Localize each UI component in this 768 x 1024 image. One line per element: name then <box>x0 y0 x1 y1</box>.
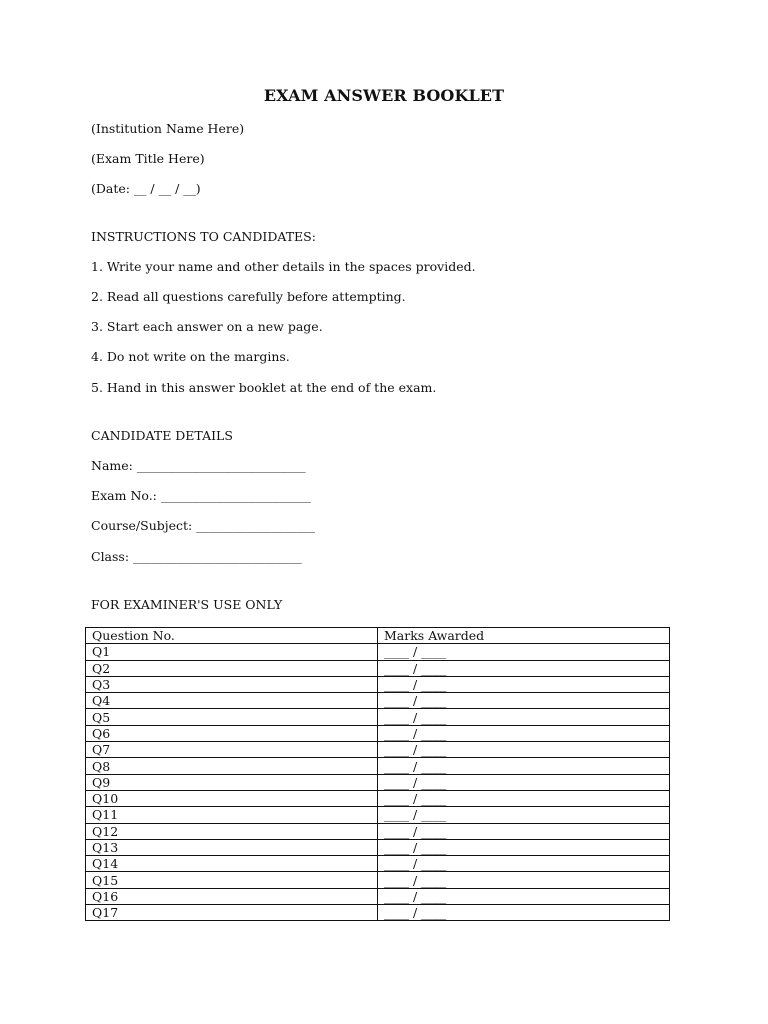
table-row <box>86 758 670 774</box>
candidate-details-heading: CANDIDATE DETAILS <box>91 428 233 443</box>
marks-awarded-cell[interactable]: ____ / ____ <box>378 758 670 774</box>
candidate-name-field: Name: ___________________________ <box>91 458 306 473</box>
table-header-row <box>86 628 670 644</box>
question-number-cell: Q15 <box>86 872 378 888</box>
question-number-cell: Q14 <box>86 856 378 872</box>
marks-awarded-cell[interactable]: ____ / ____ <box>378 774 670 790</box>
question-number-cell: Q8 <box>86 758 378 774</box>
table-row <box>86 676 670 692</box>
question-number-cell: Q16 <box>86 888 378 904</box>
exam-title: (Exam Title Here) <box>91 151 205 166</box>
question-number-cell: Q10 <box>86 790 378 806</box>
column-header-marks: Marks Awarded <box>378 628 670 644</box>
class-field: Class: ___________________________ <box>91 549 302 564</box>
question-number-cell: Q3 <box>86 676 378 692</box>
table-row <box>86 709 670 725</box>
marks-awarded-cell[interactable]: ____ / ____ <box>378 807 670 823</box>
marks-awarded-cell[interactable]: ____ / ____ <box>378 644 670 660</box>
table-row <box>86 888 670 904</box>
marks-awarded-cell[interactable]: ____ / ____ <box>378 823 670 839</box>
table-row <box>86 839 670 855</box>
question-number-cell: Q1 <box>86 644 378 660</box>
table-row <box>86 823 670 839</box>
column-header-question: Question No. <box>86 628 378 644</box>
table-row <box>86 660 670 676</box>
question-number-cell: Q7 <box>86 742 378 758</box>
marks-awarded-cell[interactable]: ____ / ____ <box>378 856 670 872</box>
instruction-item: 1. Write your name and other details in the spaces provided. <box>91 259 476 274</box>
marks-awarded-cell[interactable]: ____ / ____ <box>378 905 670 921</box>
table-row <box>86 742 670 758</box>
course-subject-field: Course/Subject: ___________________ <box>91 518 315 533</box>
document-title: EXAM ANSWER BOOKLET <box>263 86 505 105</box>
marks-awarded-cell[interactable]: ____ / ____ <box>378 742 670 758</box>
instructions-heading: INSTRUCTIONS TO CANDIDATES: <box>91 229 316 244</box>
marks-awarded-cell[interactable]: ____ / ____ <box>378 693 670 709</box>
marks-awarded-cell[interactable]: ____ / ____ <box>378 709 670 725</box>
table-row <box>86 872 670 888</box>
marks-awarded-cell[interactable]: ____ / ____ <box>378 660 670 676</box>
institution-name: (Institution Name Here) <box>91 121 245 136</box>
question-number-cell: Q9 <box>86 774 378 790</box>
marks-awarded-cell[interactable]: ____ / ____ <box>378 839 670 855</box>
marks-table <box>85 627 670 921</box>
instruction-item: 3. Start each answer on a new page. <box>91 319 323 334</box>
marks-awarded-cell[interactable]: ____ / ____ <box>378 872 670 888</box>
marks-awarded-cell[interactable]: ____ / ____ <box>378 676 670 692</box>
marks-awarded-cell[interactable]: ____ / ____ <box>378 725 670 741</box>
question-number-cell: Q5 <box>86 709 378 725</box>
table-row <box>86 905 670 921</box>
question-number-cell: Q13 <box>86 839 378 855</box>
instruction-item: 2. Read all questions carefully before attempting. <box>91 289 406 304</box>
exam-number-field: Exam No.: ________________________ <box>91 488 311 503</box>
table-row <box>86 790 670 806</box>
marks-awarded-cell[interactable]: ____ / ____ <box>378 790 670 806</box>
question-number-cell: Q2 <box>86 660 378 676</box>
table-row <box>86 644 670 660</box>
instruction-item: 5. Hand in this answer booklet at the end of the exam. <box>91 380 437 395</box>
table-row <box>86 807 670 823</box>
table-row <box>86 856 670 872</box>
instruction-item: 4. Do not write on the margins. <box>91 349 290 364</box>
marks-awarded-cell[interactable]: ____ / ____ <box>378 888 670 904</box>
question-number-cell: Q17 <box>86 905 378 921</box>
question-number-cell: Q6 <box>86 725 378 741</box>
table-row <box>86 693 670 709</box>
examiner-use-heading: FOR EXAMINER'S USE ONLY <box>91 597 283 612</box>
question-number-cell: Q4 <box>86 693 378 709</box>
table-row <box>86 774 670 790</box>
exam-date: (Date: __ / __ / __) <box>91 181 201 196</box>
table-row <box>86 725 670 741</box>
question-number-cell: Q11 <box>86 807 378 823</box>
question-number-cell: Q12 <box>86 823 378 839</box>
